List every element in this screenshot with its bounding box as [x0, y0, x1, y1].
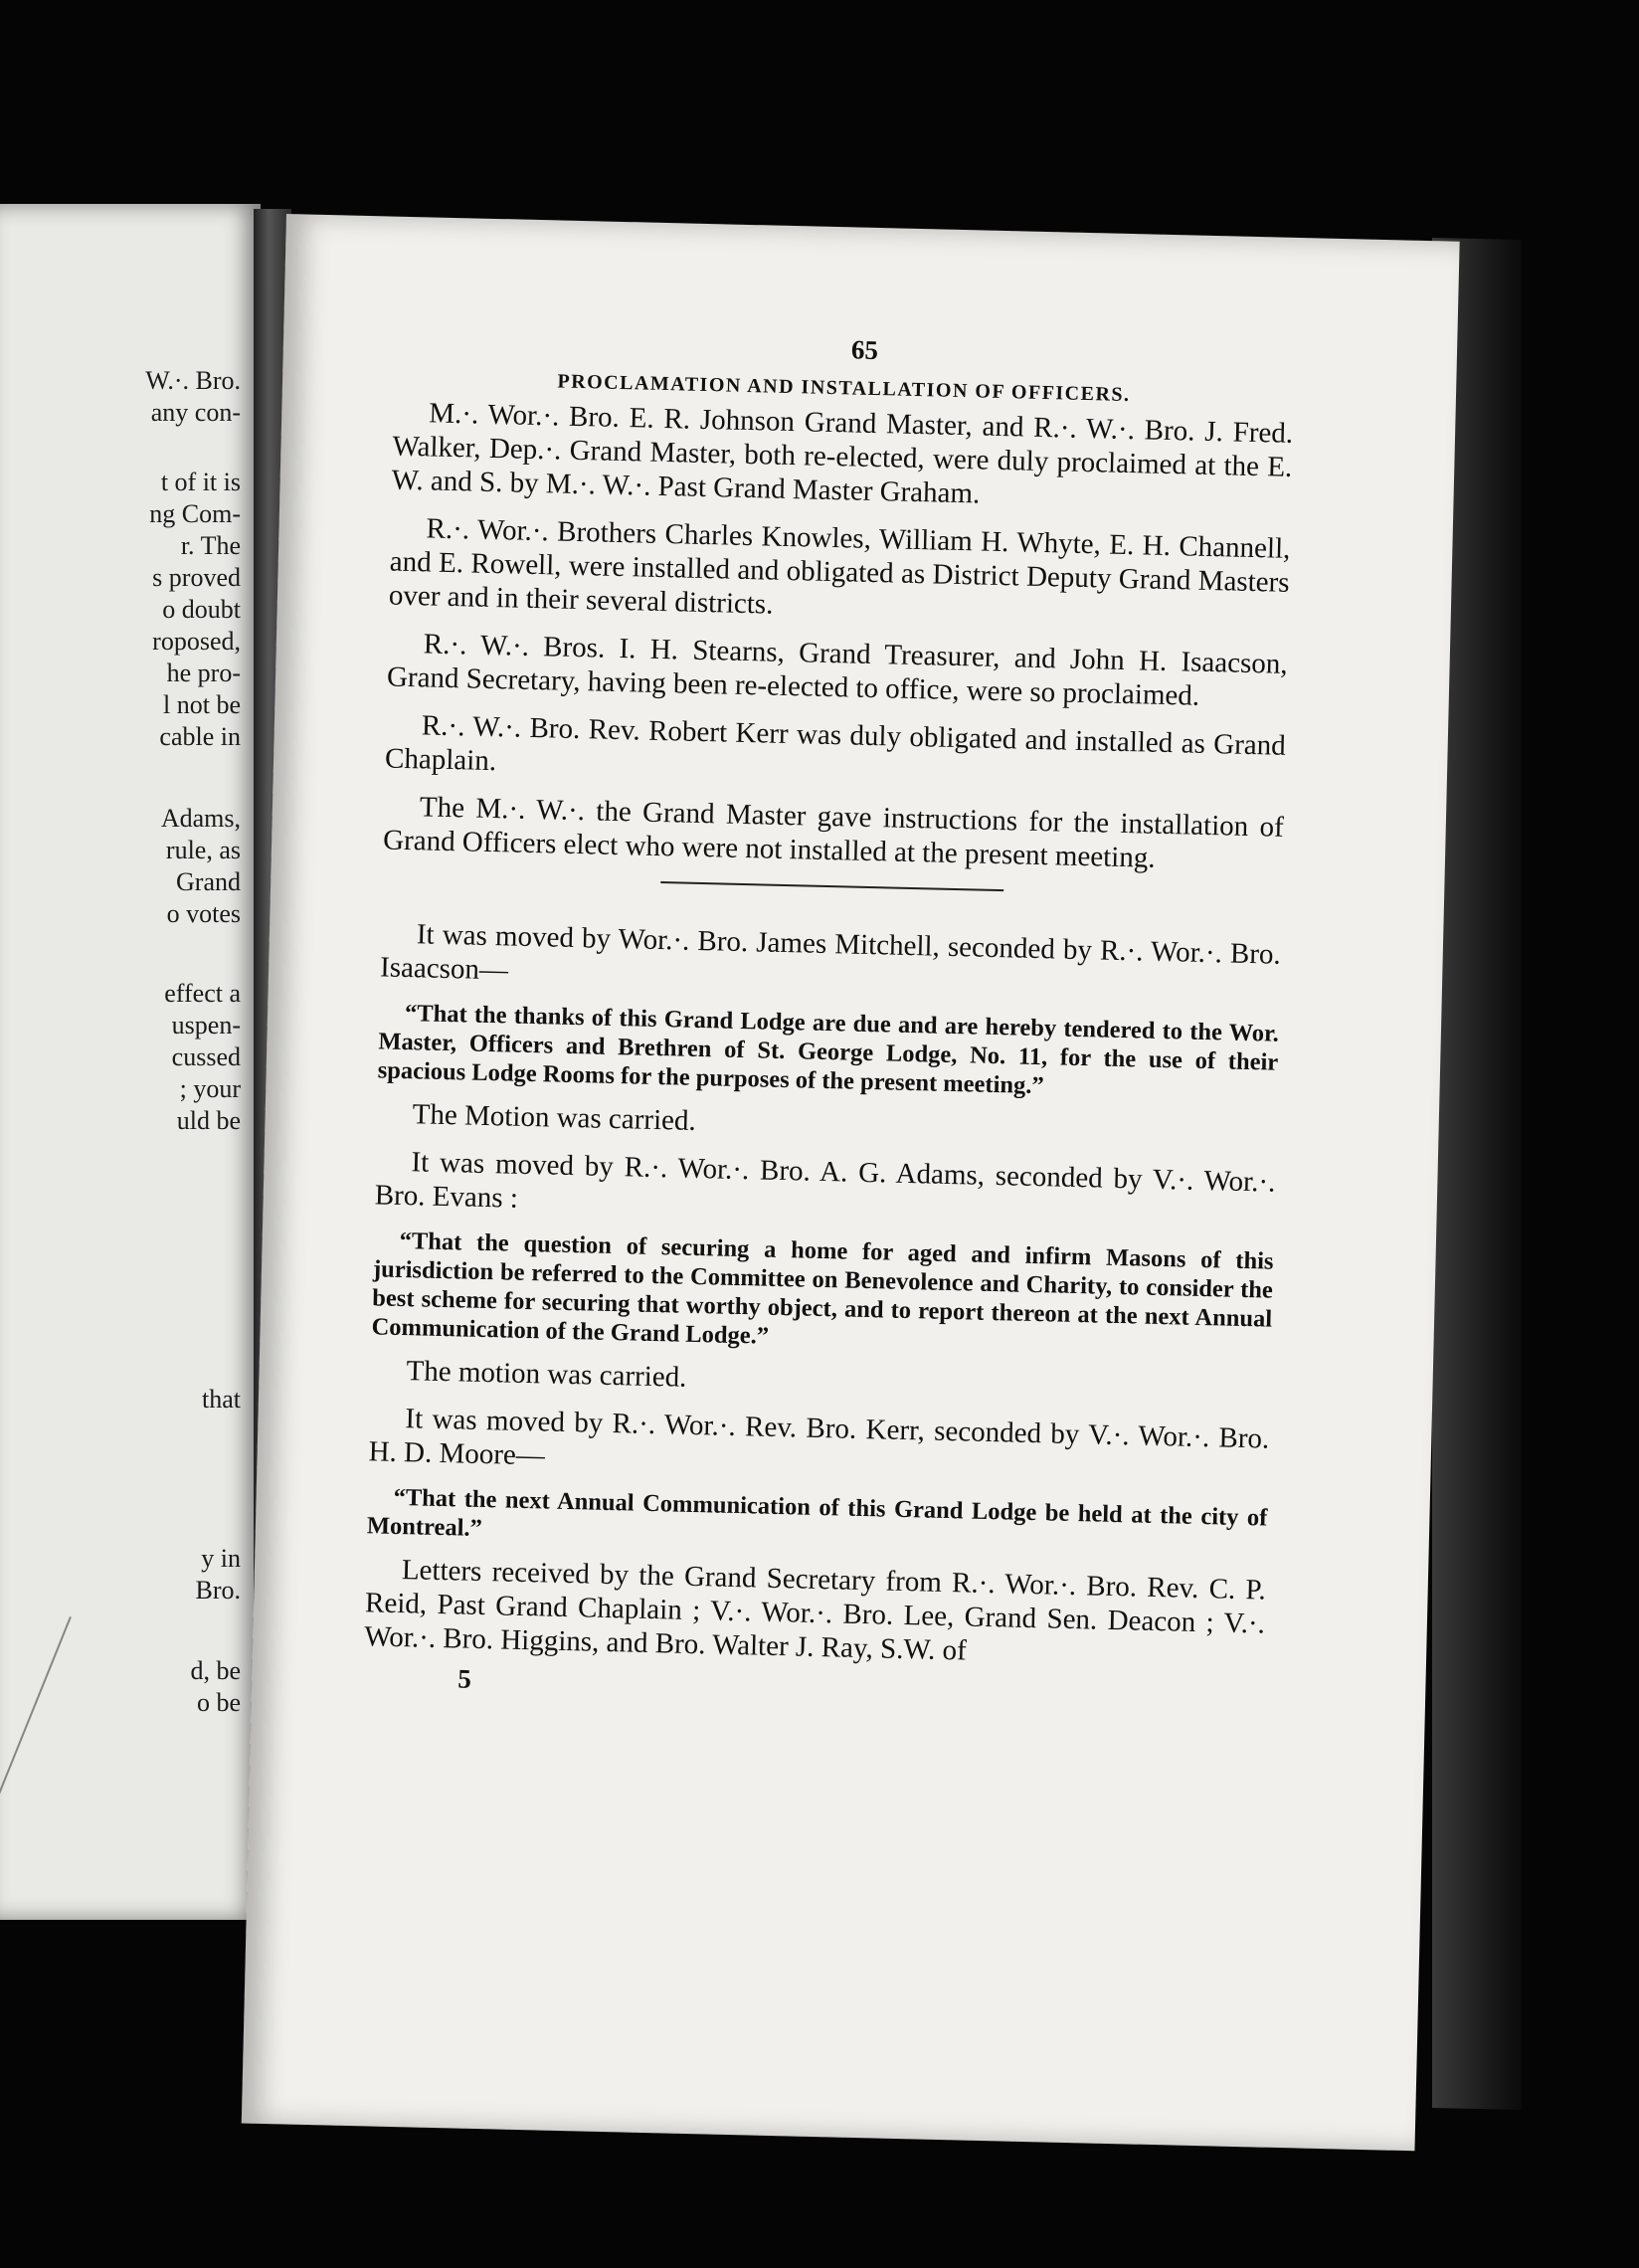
motion-3-intro: It was moved by R.·. Wor.·. Rev. Bro. Kerr, seconded by V.·. Wor.·. Bro. H. D. Moore—	[368, 1403, 1270, 1472]
motion-2-intro: It was moved by R.·. Wor.·. Bro. A. G. Adams, seconded by V.·. Wor.·. Bro. Evans :	[374, 1146, 1276, 1215]
left-page-fragment: uld be	[176, 1106, 241, 1135]
page-content	[363, 324, 1295, 1714]
left-page-fragment: o doubt	[162, 595, 241, 624]
left-page-fragment: effect a	[164, 979, 241, 1008]
left-page-fragment: W.·. Bro.	[145, 366, 241, 395]
left-page-fragment: y in	[201, 1544, 241, 1573]
left-page-fragment: cable in	[159, 722, 241, 751]
paragraph-proclamation: M.·. Wor.·. Bro. E. R. Johnson Grand Master, and R.·. W.·. Bro. J. Fred. Walker, Dep.·. Grand Master, both re-elected, were duly proclaimed at the E. W. and S. by M.·. W.·. Past Grand Master Graham.	[391, 397, 1294, 510]
main-page	[242, 214, 1460, 2151]
paragraph-treasurer-secretary: R.·. W.·. Bros. I. H. Stearns, Grand Treasurer, and John H. Isaacson, Grand Secretary, having been re-elected to office, were so proclaimed.	[386, 628, 1288, 712]
left-facing-page	[0, 204, 261, 1920]
left-page-fragment: rule, as	[165, 836, 241, 864]
left-page-fragment: roposed,	[152, 627, 241, 656]
letters-paragraph: Letters received by the Grand Secretary from R.·. Wor.·. Bro. Rev. C. P. Reid, Past Grand Chaplain ; V.·. Wor.·. Bro. Lee, Grand Sen. Deacon ; V.·. Wor.·. Bro. Higgins, and Bro. Walter J. Ray, S.W. of	[363, 1554, 1267, 1667]
left-page-fragment: s proved	[152, 563, 241, 592]
motion-2-quote: “That the question of securing a home for aged and infirm Masons of this jurisdiction be referred to the Committee on Benevolence and Charity, to consider the best scheme for securing that worthy object, and to report thereon at the next Annual Communication of the Grand Lodge.”	[371, 1227, 1274, 1350]
left-page-fragment: r. The	[180, 531, 241, 560]
section-divider	[660, 881, 1003, 891]
left-page-fragment: ng Com-	[149, 499, 241, 528]
left-page-fragment: o be	[196, 1688, 241, 1717]
motion-1-intro: It was moved by Wor.·. Bro. James Mitchell, seconded by R.·. Wor.·. Bro. Isaacson—	[379, 918, 1282, 987]
motion-3-quote: “That the next Annual Communication of this Grand Lodge be held at the city of Montreal.”	[366, 1483, 1268, 1543]
left-page-fragment: uspen-	[171, 1011, 241, 1040]
motion-2-result: The motion was carried.	[406, 1355, 687, 1394]
left-page-fragment: he pro-	[166, 659, 241, 687]
pencil-stroke-mark	[0, 1616, 72, 1920]
left-page-fragment: cussed	[171, 1042, 241, 1071]
section-heading: PROCLAMATION AND INSTALLATION OF OFFICERS.	[557, 370, 1131, 407]
left-page-fragment: d, be	[190, 1656, 241, 1685]
left-page-fragment: Bro.	[195, 1576, 241, 1605]
motion-1-quote: “That the thanks of this Grand Lodge are due and are hereby tendered to the Wor. Master, Officers and Brethren of St. George Lodge, No. 11, for the use of their spacious Lodge Rooms for the purposes of the present meeting.”	[377, 1000, 1280, 1100]
paragraph-chaplain: R.·. W.·. Bro. Rev. Robert Kerr was duly obligated and installed as Grand Chaplain.	[384, 709, 1287, 778]
page-number: 65	[850, 334, 879, 366]
signature-mark: 5	[457, 1663, 472, 1694]
left-page-fragment: that	[202, 1385, 241, 1414]
paragraph-district-deputies: R.·. Wor.·. Brothers Charles Knowles, William H. Whyte, E. H. Channell, and E. Rowell, were installed and obligated as District Deputy Grand Masters over and in their several districts.	[388, 512, 1291, 621]
left-page-fragment: t of it is	[160, 468, 241, 496]
paragraph-installation-instructions: The M.·. W.·. the Grand Master gave instructions for the installation of Grand Officers elect who were not installed at the present meeting.	[382, 791, 1285, 874]
left-page-fragment: Adams,	[160, 804, 241, 833]
left-page-fragment: l not be	[163, 690, 241, 719]
left-page-fragment: Grand	[176, 867, 241, 896]
left-page-fragment: o votes	[166, 899, 241, 928]
motion-1-result: The Motion was carried.	[412, 1098, 697, 1137]
left-page-fragment: any con-	[150, 398, 241, 427]
left-page-fragment: ; your	[179, 1074, 241, 1103]
